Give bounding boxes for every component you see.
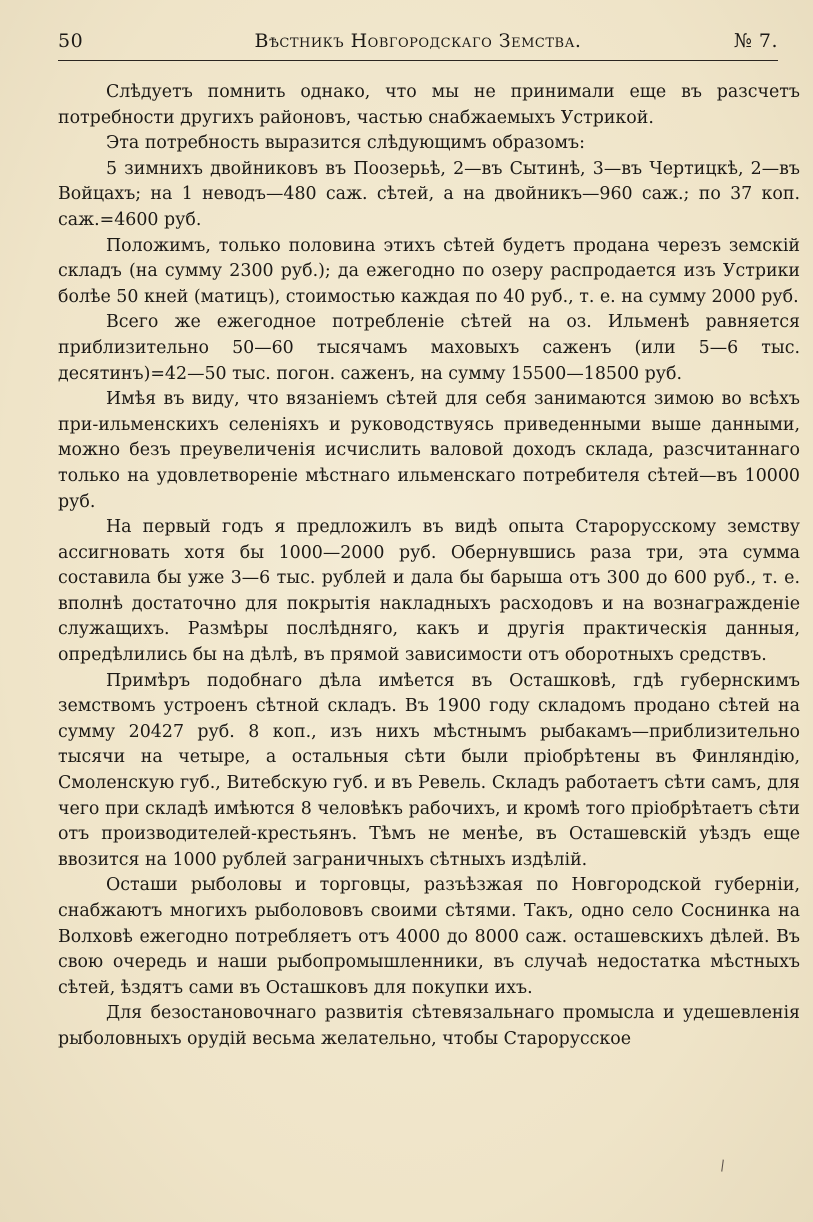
page-number: 50 (58, 30, 84, 52)
issue-number: № 7. (733, 30, 778, 52)
paragraph-7: На первый годъ я предложилъ въ видѣ опыта Старорусскому земству ассигновать хотя бы 1000—2000 руб. Обернувшись раза три, эта сумма составила бы уже 3—6 тыс. рублей и дала бы барыша отъ 300 до 600 руб., т. е. вполнѣ достаточно для покрытія накладныхъ расходовъ и на вознагражденіе служащихъ. Размѣры послѣдняго, какъ и другія практическія данныя, опредѣлились бы на дѣлѣ, въ прямой зависимости отъ оборотныхъ средствъ. (58, 517, 800, 666)
paragraph-4: Положимъ, только половина этихъ сѣтей будетъ продана черезъ земскій складъ (на сумму 2300 руб.); да ежегодно по озеру распродается изъ Устрики болѣе 50 кней (матицъ), стоимостью каждая по 40 руб., т. е. на сумму 2000 руб. (58, 235, 800, 307)
paragraph-2: Эта потребность выразится слѣдующимъ образомъ: (106, 133, 585, 154)
paragraph-8: Примѣръ подобнаго дѣла имѣется въ Осташковѣ, гдѣ губернскимъ земствомъ устроенъ сѣтной складъ. Въ 1900 году складомъ продано сѣтей на сумму 20427 руб. 8 коп., изъ нихъ мѣстнымъ рыбакамъ—приблизительно тысячи на четыре, а остальныя сѣти были пріобрѣтены въ Финляндію, Смоленскую губ., Витебскую губ. и въ Ревель. Складъ работаетъ сѣти самъ, для чего при складѣ имѣются 8 человѣкъ рабочихъ, и кромѣ того пріобрѣтаетъ сѣти отъ производителей-крестьянъ. Тѣмъ не менѣе, въ Осташевскій уѣздъ еще ввозится на 1000 рублей заграничныхъ сѣтныхъ издѣлій. (58, 670, 800, 870)
paragraph-1: Слѣдуетъ помнить однако, что мы не принимали еще въ разсчетъ потребности другихъ районовъ, частью снабжаемыхъ Устрикой. (58, 82, 800, 128)
margin-mark: \ (716, 1157, 728, 1175)
paragraph-6: Имѣя въ виду, что вязаніемъ сѣтей для себя занимаются зимою во всѣхъ при-ильменскихъ селеніяхъ и руководствуясь приведенными выше данными, можно безъ преувеличенія исчислить валовой доходъ склада, разсчитаннаго только на удовлетвореніе мѣстнаго ильменскаго потребителя сѣтей—въ 10000 руб. (58, 389, 800, 512)
article-body (58, 80, 800, 1053)
journal-title: Вѣстникъ Новгородскаго Земства. (254, 30, 582, 52)
paragraph-5: Всего же ежегодное потребленіе сѣтей на оз. Ильменѣ равняется приблизительно 50—60 тысячамъ маховыхъ саженъ (или 5—6 тыс. десятинъ)=42—50 тыс. погон. саженъ, на сумму 15500—18500 руб. (58, 312, 800, 384)
header-rule (58, 60, 778, 61)
paragraph-10: Для безостановочнаго развитія сѣтевязальнаго промысла и удешевленія рыболовныхъ орудій весьма желательно, чтобы Старорусское (58, 1003, 800, 1049)
paragraph-9: Осташи рыболовы и торговцы, разъѣзжая по Новгородской губерніи, снабжаютъ многихъ рыболововъ своими сѣтями. Такъ, одно село Соснинка на Волховѣ ежегодно потребляетъ отъ 4000 до 8000 саж. осташевскихъ дѣлей. Въ свою очередь и наши рыбопромышленники, въ случаѣ недостатка мѣстныхъ сѣтей, ѣздятъ сами въ Осташковъ для покупки ихъ. (58, 875, 800, 998)
running-header (58, 30, 778, 60)
paragraph-3: 5 зимнихъ двойниковъ въ Поозерьѣ, 2—въ Сытинѣ, 3—въ Чертицкѣ, 2—въ Войцахъ; на 1 неводъ—480 саж. сѣтей, а на двойникъ—960 саж.; по 37 коп. саж.=4600 руб. (58, 158, 800, 230)
